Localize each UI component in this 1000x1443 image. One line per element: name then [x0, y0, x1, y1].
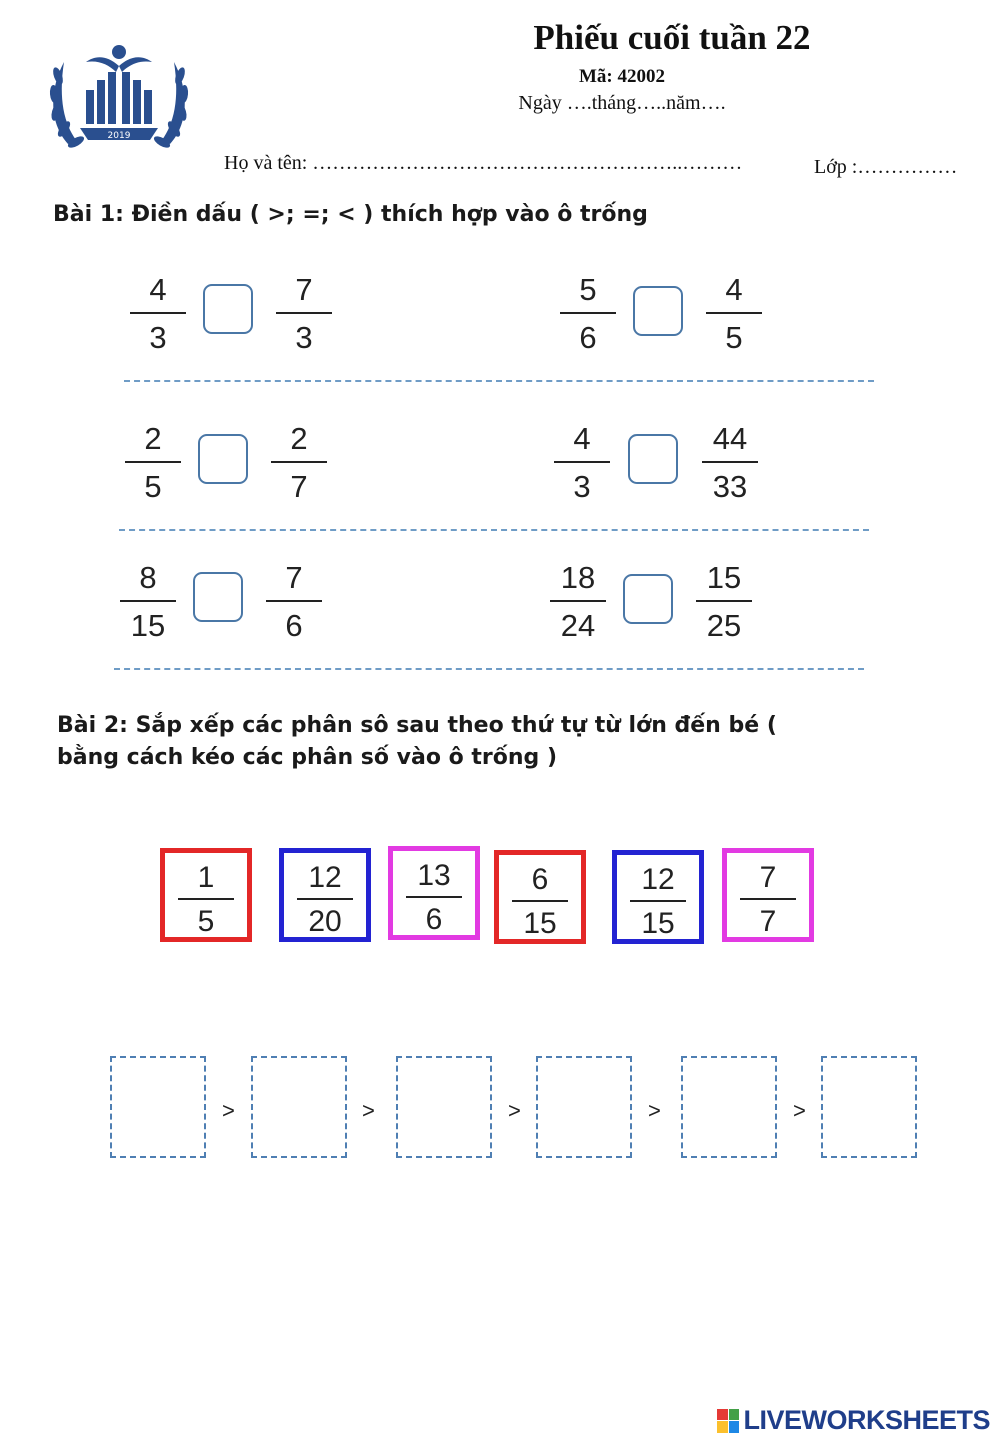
- fraction-card[interactable]: 13 6: [388, 846, 480, 940]
- drop-zone[interactable]: [536, 1056, 632, 1158]
- fraction-right: 15 25: [694, 562, 754, 641]
- name-field: Họ và tên: ………………………………………………..………: [224, 152, 743, 174]
- fraction-card[interactable]: 7 7: [722, 848, 814, 942]
- answer-slot[interactable]: [198, 434, 248, 484]
- fraction-card[interactable]: 12 20: [279, 848, 371, 942]
- fraction-left: 4 3: [128, 274, 188, 353]
- worksheet-code: Mã: 42002: [578, 66, 665, 87]
- divider: [119, 529, 869, 531]
- greater-than-sign: >: [648, 1098, 661, 1123]
- fraction-right: 7 6: [264, 562, 324, 641]
- answer-slot[interactable]: [628, 434, 678, 484]
- student-info-row: [224, 152, 994, 178]
- fraction-right: 2 7: [269, 423, 329, 502]
- divider: [114, 668, 864, 670]
- brand-name: LIVEWORKSHEETS: [743, 1405, 990, 1435]
- fraction-card[interactable]: 1 5: [160, 848, 252, 942]
- answer-slot[interactable]: [203, 284, 253, 334]
- fraction-left: 5 6: [558, 274, 618, 353]
- drop-zone[interactable]: [396, 1056, 492, 1158]
- exercise-2-heading-continued: bằng cách kéo các phân số vào ô trống ): [57, 745, 558, 770]
- exercise-2-heading: Bài 2: Sắp xếp các phân sô sau theo thứ tự từ lớn đến bé (: [57, 713, 777, 738]
- class-field: Lớp :……………: [814, 156, 958, 178]
- greater-than-sign: >: [793, 1098, 806, 1123]
- liveworksheets-icon: [717, 1409, 739, 1433]
- liveworksheets-logo: [717, 1405, 990, 1436]
- worksheet-title: Phiếu cuối tuần 22: [533, 18, 811, 57]
- fraction-left: 2 5: [123, 423, 183, 502]
- fraction-right: 44 33: [700, 423, 760, 502]
- drop-zone[interactable]: [821, 1056, 917, 1158]
- drop-zone[interactable]: [681, 1056, 777, 1158]
- greater-than-sign: >: [362, 1098, 375, 1123]
- school-logo: [46, 36, 192, 158]
- answer-slot[interactable]: [193, 572, 243, 622]
- drop-zone[interactable]: [110, 1056, 206, 1158]
- answer-slot[interactable]: [633, 286, 683, 336]
- greater-than-sign: >: [222, 1098, 235, 1123]
- fraction-card[interactable]: 6 15: [494, 850, 586, 944]
- greater-than-sign: >: [508, 1098, 521, 1123]
- fraction-left: 8 15: [118, 562, 178, 641]
- fraction-left: 18 24: [548, 562, 608, 641]
- logo-year: 2019: [107, 131, 131, 141]
- answer-slot[interactable]: [623, 574, 673, 624]
- fraction-right: 4 5: [704, 274, 764, 353]
- exercise-1-heading: Bài 1: Điền dấu ( >; =; < ) thích hợp vào ô trống: [53, 202, 648, 227]
- fraction-card[interactable]: 12 15: [612, 850, 704, 944]
- divider: [124, 380, 874, 382]
- fraction-left: 4 3: [552, 423, 612, 502]
- drop-zone[interactable]: [251, 1056, 347, 1158]
- fraction-right: 7 3: [274, 274, 334, 353]
- date-line: Ngày ….tháng…..năm….: [518, 92, 726, 114]
